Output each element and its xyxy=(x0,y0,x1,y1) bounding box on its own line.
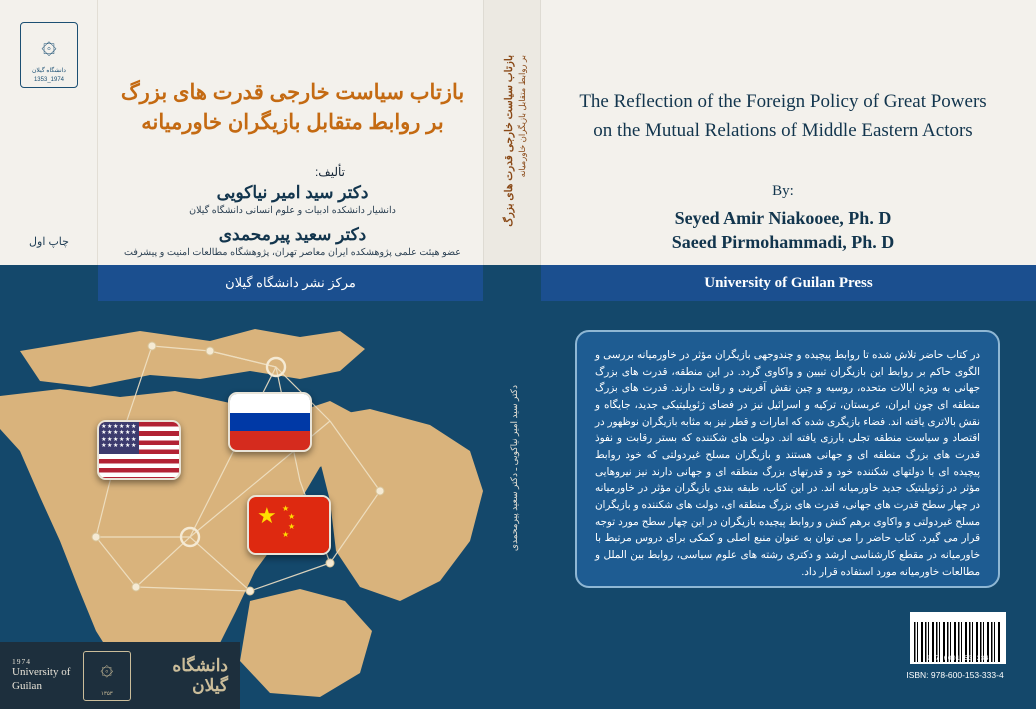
barcode-digits: 9 786001 533334 xyxy=(927,655,989,662)
publisher-bar xyxy=(98,265,1036,301)
university-name-en xyxy=(0,657,77,694)
china-small-star-3-icon: ★ xyxy=(288,522,296,531)
china-small-star-1-icon: ★ xyxy=(282,504,290,513)
front-persian-block xyxy=(110,78,475,258)
front-title-en-line1: The Reflection of the Foreign Policy of Great Powers xyxy=(579,91,987,112)
front-author1-fa: دکتر سید امیر نیاکویی xyxy=(216,182,369,202)
china-big-star-icon: ★ xyxy=(257,504,277,529)
university-mark-glyph: ۞ xyxy=(100,655,114,681)
front-author2-en: Saeed Pirmohammadi, Ph. D xyxy=(671,232,895,252)
spine-title-line1: بازتاب سیاست خارجی قدرت های بزرگ xyxy=(503,55,515,227)
front-by-label-en: By: xyxy=(772,183,794,199)
china-small-star-4-icon: ★ xyxy=(282,530,290,539)
seal-emblem-icon: ۞ xyxy=(41,30,57,60)
front-english-block xyxy=(548,88,1018,253)
university-mark-icon xyxy=(83,651,131,701)
university-mark-year: ۱۳۵۳ xyxy=(100,690,113,697)
front-author2-fa: دکتر سعید پیرمحمدی xyxy=(218,224,367,244)
edition-label: چاپ اول xyxy=(29,236,69,248)
front-title-fa-line2: بر روابط متقابل بازیگران خاورمیانه xyxy=(141,111,444,135)
front-affiliation2-fa: عضو هیئت علمی پژوهشکده ایران معاصر تهران، پژوهشگاه مطالعات امنیت و پیشرفت xyxy=(124,246,461,258)
seal-name-fa: دانشگاه گیلان xyxy=(32,68,66,74)
university-name-en-line2: Guilan xyxy=(12,680,42,693)
university-footer-bar xyxy=(0,642,240,709)
china-small-star-2-icon: ★ xyxy=(288,512,296,521)
spine-title-line2: بر روابط متقابل بازیگران خاورمیانه xyxy=(517,55,527,178)
publisher-name-en: University of Guilan Press xyxy=(704,274,873,291)
front-author1-en: Seyed Amir Niakooee, Ph. D xyxy=(674,208,892,228)
university-name-fa: دانشگاه گیلان xyxy=(172,655,228,695)
front-affiliation1-fa: دانشیار دانشکده ادبیات و علوم انسانی دانشگاه گیلان xyxy=(189,204,396,216)
university-name-en-line1: University of xyxy=(12,666,71,679)
back-cover-logo-column xyxy=(0,0,98,265)
front-title-en-line2: on the Mutual Relations of Middle Eastern Actors xyxy=(593,119,973,141)
publisher-name-fa: مرکز نشر دانشگاه گیلان xyxy=(225,275,356,290)
university-year: 1974 xyxy=(12,657,31,667)
back-cover-blurb: در کتاب حاضر تلاش شده تا روابط پیچیده و چندوجهی بازیگران مؤثر در خاورمیانه بررسی و الگوی حاکم بر روابط این بازیگران تبیین و واکاوی گردد. در این منطقه، قدرت های بزرگ جهانی به ویژه ایالات متحده، روسیه و چین نقش آفرینی و رقابت دارند. قدرت های بزرگ منطقه ای چون ایران، عربستان، ترکیه و اسرائیل نیز در فضای ژئوپلیتیکی جدید، جایگاه و نقش بالاتری یافته اند. فضاء بازیگری شده که امارات و قطر نیز به مثابه بازیگران نوظهور در اقتصاد و سیاست منطقه تجلی بارزی یافته اند. دولت های شکننده که بستر رقابت و نفوذ قدرت های بزرگ منطقه ای و جهانی هستند و بازیگران مسلح غیردولتی که خود روابط پیچیده ای با دولتهای شکننده خود و قدرتهای بزرگ منطقه ای و جهانی دارند نیز نیروهایی مؤثر در ژئوپلیتیک جدید خاورمیانه اند. در این کتاب، طبقه بندی بازیگران مؤثر در خاورمیانه در چهار سطح قدرت های جهانی، قدرت های بزرگ منطقه ای، دولت های شکننده و بازیگران مسلح غیردولتی و واکاوی برهم کنش و روابط پیچیده بازیگران در این چهار سطح مورد توجه قرار می گیرد. کتاب حاضر را می توان به عنوان منبع اصلی و کمکی برای دروس مرتبط با خاورمیانه در مقطع کارشناسی ارشد و دکتری رشته های علوم سیاسی، روابط بین الملل و مطالعات خاورمیانه مورد استفاده قرار داد. xyxy=(575,330,1000,588)
isbn-label: ISBN: 978-600-153-333-4 xyxy=(906,670,1004,680)
university-seal xyxy=(20,22,78,88)
flag-russia xyxy=(228,392,312,452)
spine-authors: دکتر سید امیر نیاکویی ـ دکتر سعید پیرمحمدی xyxy=(509,385,519,552)
us-stars-icon: ★★★★★★ ★★★★★★ ★★★★★★ ★★★★★★ xyxy=(101,423,137,450)
flag-united-states xyxy=(97,420,181,480)
front-title-fa-line1: بازتاب سیاست خارجی قدرت های بزرگ xyxy=(120,81,465,104)
publisher-bar-spine-gap xyxy=(483,265,541,301)
front-byline-fa: تألیف: xyxy=(314,164,345,179)
flag-china xyxy=(247,495,331,555)
seal-year: 1353_1974 xyxy=(33,77,65,83)
